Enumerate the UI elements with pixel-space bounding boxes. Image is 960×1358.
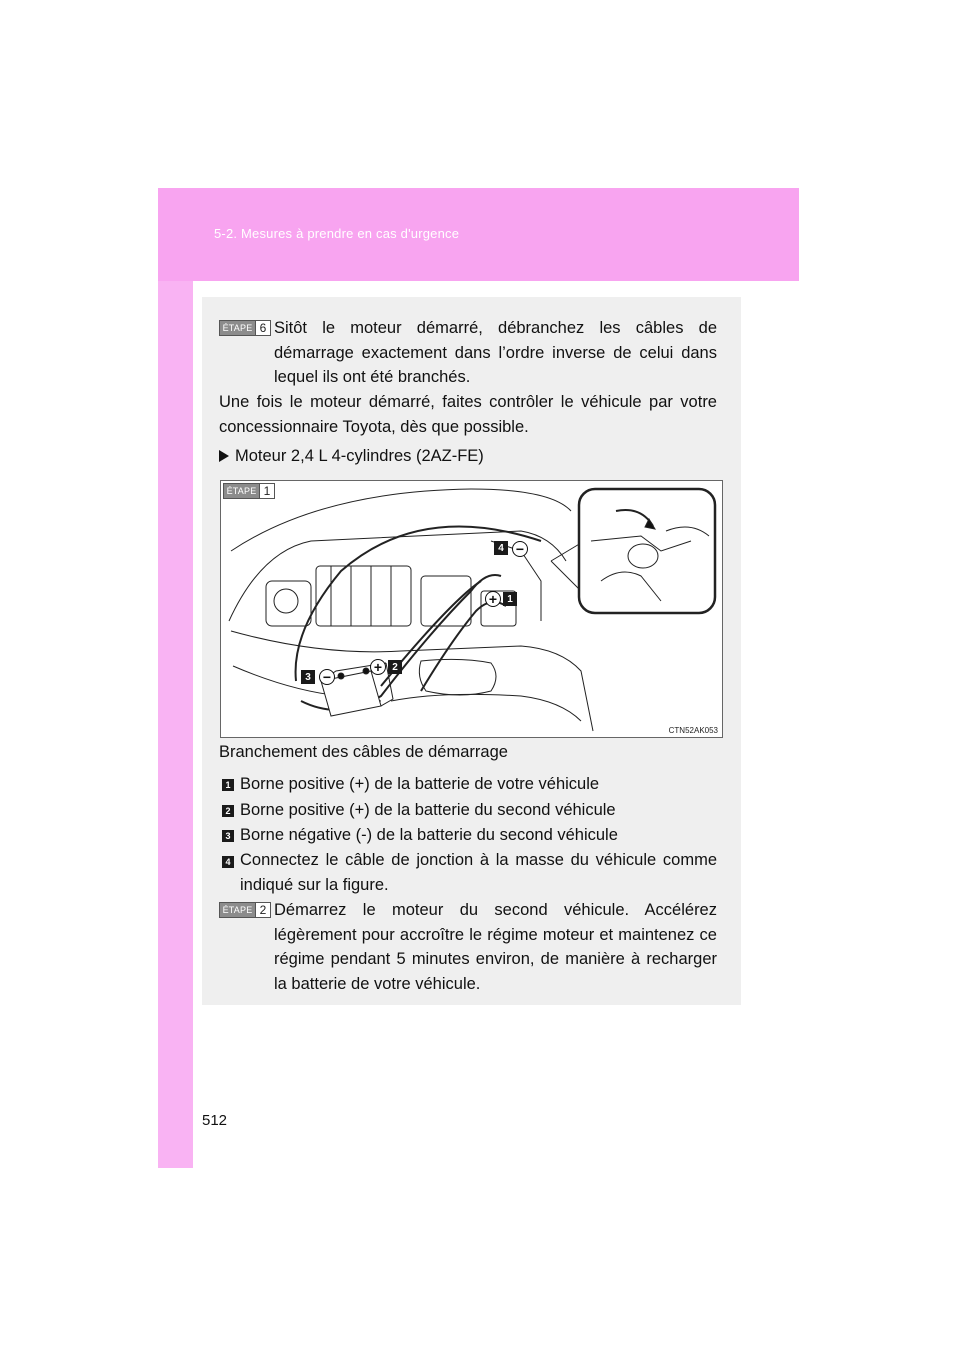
item-1-number: 1	[222, 779, 234, 791]
item-4-text: Connectez le câble de jonction à la masse du véhicule comme indiqué sur la figure.	[240, 851, 717, 894]
minus-sign-icon: −	[319, 669, 335, 685]
step-badge-number: 1	[259, 484, 274, 498]
minus-sign-icon: −	[512, 541, 528, 557]
engine-heading-text: Moteur 2,4 L 4-cylindres (2AZ-FE)	[235, 447, 484, 465]
callout-3: 3	[301, 670, 315, 684]
step-2-badge	[219, 902, 271, 918]
item-2-number: 2	[222, 805, 234, 817]
jump-start-figure	[220, 480, 723, 738]
step-6-badge	[219, 320, 271, 336]
step-6-text: Sitôt le moteur démarré, débranchez les câbles de démarrage exactement dans l’ordre inverse de celui dans lequel ils ont été branchés.	[274, 319, 717, 386]
side-tab-bar	[158, 188, 193, 1168]
item-4-number: 4	[222, 856, 234, 868]
figure-caption: Branchement des câbles de démarrage	[219, 743, 508, 761]
callout-2: 2	[388, 660, 402, 674]
plus-sign-icon: +	[370, 659, 386, 675]
engine-bay-illustration	[221, 481, 723, 738]
step-1-badge	[223, 483, 275, 499]
item-1-text: Borne positive (+) de la batterie de votre véhicule	[240, 775, 600, 793]
section-title: 5-2. Mesures à prendre en cas d'urgence	[214, 226, 460, 241]
figure-code: CTN52AK053	[668, 726, 718, 735]
callout-1: 1	[503, 592, 517, 606]
step-badge-number: 6	[255, 321, 270, 335]
engine-heading	[219, 444, 484, 468]
step-2-text: Démarrez le moteur du second véhicule. Accélérez légèrement pour accroître le régime moteur et maintenez ce régime pendant 5 minutes environ, de manière à recharger la batterie de votre véhicule.	[274, 901, 717, 993]
note-paragraph: Une fois le moteur démarré, faites contrôler le véhicule par votre concessionnaire Toyota, dès que possible.	[219, 393, 717, 436]
step-badge-label: ÉTAPE	[224, 484, 259, 498]
item-3-text: Borne négative (-) de la batterie du second véhicule	[240, 826, 618, 844]
play-triangle-icon	[219, 450, 229, 462]
plus-sign-icon: +	[485, 591, 501, 607]
item-2-text: Borne positive (+) de la batterie du second véhicule	[240, 801, 616, 819]
callout-4: 4	[494, 541, 508, 555]
page-number: 512	[202, 1112, 228, 1129]
item-3-number: 3	[222, 830, 234, 842]
step-badge-number: 2	[255, 903, 270, 917]
step-badge-label: ÉTAPE	[220, 321, 255, 335]
step-badge-label: ÉTAPE	[220, 903, 255, 917]
